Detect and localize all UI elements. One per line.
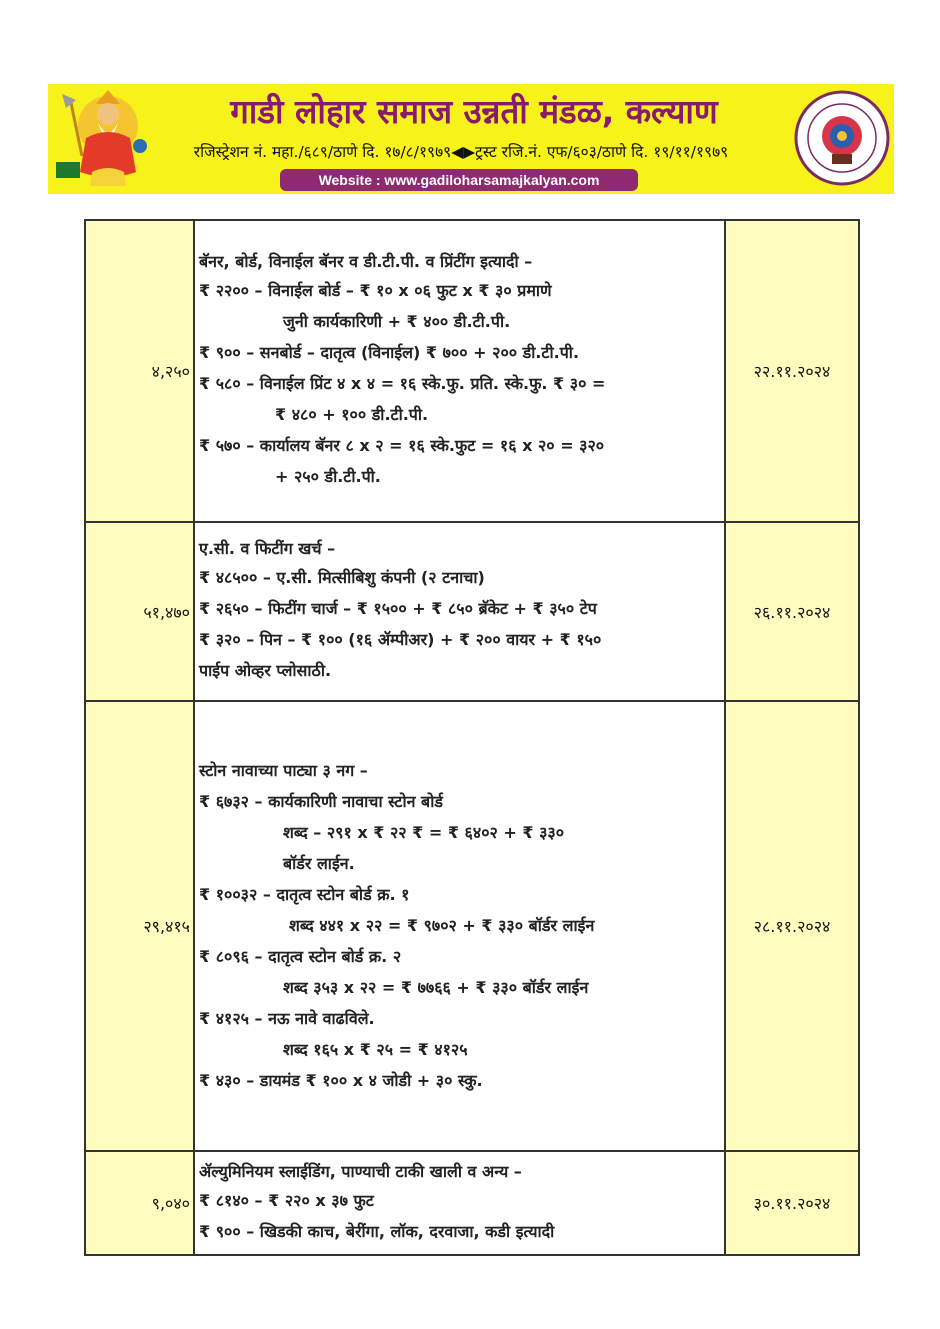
description-line: पाईप ओव्हर प्लोसाठी. xyxy=(199,661,332,680)
date-cell: २६.११.२०२४ xyxy=(725,522,859,701)
description-line: शब्द १६५ x ₹ २५ = ₹ ४१२५ xyxy=(283,1039,468,1059)
registration-info: रजिस्ट्रेशन नं. महा./६८९/ठाणे दि. १७/८/१९७९◀▶ट्रस्ट रजि.नं. एफ/६०३/ठाणे दि. १९/११/१९७९ xyxy=(193,143,729,161)
description-cell xyxy=(194,522,725,701)
description-line: शब्द – २९१ x ₹ २२ ₹ = ₹ ६४०२ + ₹ ३३० xyxy=(283,822,565,842)
expense-table xyxy=(84,219,860,1256)
description-line: बॅनर, बोर्ड, विनाईल बॅनर व डी.टी.पी. व प्रिंटींग इत्यादी – xyxy=(199,252,533,271)
description-line: ₹ ९०० – खिडकी काच, बेरींगा, लॉक, दरवाजा, कडी इत्यादी xyxy=(199,1221,555,1241)
description-cell xyxy=(194,1151,725,1255)
amount-cell: ९,०४० xyxy=(85,1151,194,1255)
description-line: ₹ ४८५०० – ए.सी. मित्सीबिशु कंपनी (२ टनाचा) xyxy=(199,568,485,587)
description-line: ₹ १००३२ – दातृत्व स्टोन बोर्ड क्र. १ xyxy=(199,884,410,904)
table-row xyxy=(85,220,859,522)
date-cell: २२.११.२०२४ xyxy=(725,220,859,522)
description-line: ए.सी. व फिटींग खर्च – xyxy=(199,539,336,558)
amount-cell: २९,४१५ xyxy=(85,701,194,1151)
vishwakarma-deity-icon xyxy=(52,86,164,190)
description-line: शब्द ३५३ x २२ = ₹ ७७६६ + ₹ ३३० बॉर्डर लाईन xyxy=(283,977,589,997)
description-line: ₹ ४३० – डायमंड ₹ १०० x ४ जोडी + ३० स्कु. xyxy=(199,1070,483,1090)
date-cell: २८.११.२०२४ xyxy=(725,701,859,1151)
header-banner xyxy=(48,84,894,194)
website-label[interactable]: Website : www.gadiloharsamajkalyan.com xyxy=(280,169,638,191)
description-line: ₹ ५७० – कार्यालय बॅनर ८ x २ = १६ स्के.फुट = १६ x २० = ३२० xyxy=(199,436,605,455)
table-row xyxy=(85,1151,859,1255)
description-cell xyxy=(194,220,725,522)
description-line: ₹ ४८० + १०० डी.टी.पी. xyxy=(275,405,429,424)
table-row xyxy=(85,522,859,701)
description-line: शब्द ४४१ x २२ = ₹ ९७०२ + ₹ ३३० बॉर्डर लाईन xyxy=(289,915,595,935)
description-line: ₹ ९०० – सनबोर्ड – दातृत्व (विनाईल) ₹ ७०० + २०० डी.टी.पी. xyxy=(199,343,580,362)
description-line: ₹ २६५० – फिटींग चार्ज – ₹ १५०० + ₹ ८५० ब्रॅकेट + ₹ ३५० टेप xyxy=(199,599,597,618)
description-line: ₹ ४१२५ – नऊ नावे वाढविले. xyxy=(199,1008,375,1028)
description-line: स्टोन नावाच्या पाट्या ३ नग – xyxy=(199,760,368,780)
organization-seal-icon xyxy=(794,90,890,186)
description-line: ॲल्युमिनियम स्लाईडिंग, पाण्याची टाकी खाली व अन्य – xyxy=(199,1161,522,1181)
amount-cell: ५१,४७० xyxy=(85,522,194,701)
description-line: + २५० डी.टी.पी. xyxy=(275,467,381,486)
amount-cell: ४,२५० xyxy=(85,220,194,522)
description-line: ₹ ८१४० – ₹ २२० x ३७ फुट xyxy=(199,1190,374,1210)
description-line: ₹ ६७३२ – कार्यकारिणी नावाचा स्टोन बोर्ड xyxy=(199,791,443,811)
description-cell xyxy=(194,701,725,1151)
organization-title: गाडी लोहार समाज उन्नती मंडळ, कल्याण xyxy=(230,92,718,131)
date-cell: ३०.११.२०२४ xyxy=(725,1151,859,1255)
description-line: ₹ ८०९६ – दातृत्व स्टोन बोर्ड क्र. २ xyxy=(199,946,402,966)
description-line: ₹ २२०० – विनाईल बोर्ड – ₹ १० x ०६ फुट x ₹ ३० प्रमाणे xyxy=(199,281,552,300)
description-line: जुनी कार्यकारिणी + ₹ ४०० डी.टी.पी. xyxy=(283,312,511,331)
description-line: ₹ ५८० – विनाईल प्रिंट ४ x ४ = १६ स्के.फु. प्रति. स्के.फु. ₹ ३० = xyxy=(199,374,606,393)
table-row xyxy=(85,701,859,1151)
description-line: बॉर्डर लाईन. xyxy=(283,853,355,873)
description-line: ₹ ३२० – पिन – ₹ १०० (१६ ॲम्पीअर) + ₹ २०० वायर + ₹ १५० xyxy=(199,630,602,649)
